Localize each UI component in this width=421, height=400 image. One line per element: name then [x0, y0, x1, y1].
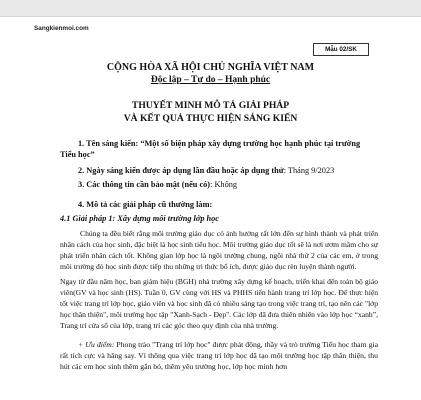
item-1	[60, 138, 378, 160]
national-motto: Độc lập – Tự do – Hạnh phúc	[150, 75, 271, 85]
item-3-label: 3. Các thông tin cần bảo mật (nếu có)	[78, 180, 211, 189]
paragraph-1: Chúng ta đều biết rằng môi trường giáo dục có ảnh hưởng rất lớn đến sự hình thành và phát triển nhân cách của học sinh, đặc biệt là học sinh tiểu học. Môi trường giáo dục tốt sẽ là nơi ươm mầm cho sự phát triển nhân cách tốt. Không gian lớp học là ngôi trường chung, ngôi nhà thứ 2 của các em, ở trong môi trường đó học sinh được tiếp thu những tri thức bổ ích, được giáo dục rèn luyện thành người.	[60, 229, 378, 272]
document-page	[0, 16, 421, 400]
item-2-label: 2. Ngày sáng kiến được áp dụng lần đầu hoặc áp dụng thử	[78, 166, 284, 175]
doc-title-line2: VÀ KẾT QUẢ THỰC HIỆN SÁNG KIẾN	[123, 113, 298, 124]
advantage-body: Phong trào "Trang trí lớp học" được phát động, thầy và trò trường Tiểu học tham gia rất tích cực và hăng say. Vì thông qua việc trang trí lớp học đã tạo môi trường học tập thân thiện, thu hút các em học sinh thêm gắn bó, thêm yêu trường học, lớp học mình hơn	[60, 340, 378, 372]
form-code-box: Mẫu 02/SK	[313, 43, 369, 56]
national-title: CỘNG HÒA XÃ HỘI CHỦ NGHĨA VIỆT NAM	[106, 62, 315, 73]
advantage-lead: + Ưu điểm:	[78, 340, 117, 349]
item-1-label: 1. Tên sáng kiến:	[78, 139, 141, 148]
doc-title-line1: THUYẾT MINH MÔ TẢ GIẢI PHÁP	[131, 100, 290, 111]
item-2	[60, 165, 378, 176]
viewer-toolbar	[0, 0, 421, 17]
subsection-heading: 4.1 Giải pháp 1: Xây dựng môi trường lớp học	[60, 214, 219, 223]
item-2-value: : Tháng 9/2023	[283, 166, 335, 175]
item-1-value: “Một số biện pháp xây dựng trường học hạnh phúc tại trường Tiểu học”	[60, 139, 361, 160]
item-3-value: : Không	[210, 180, 238, 189]
site-watermark: Sangkienmoi.com	[34, 25, 89, 32]
item-3	[60, 179, 378, 190]
paragraph-2: Ngay từ đầu năm học, ban giám hiệu (BGH) nhà trường xây dựng kế hoạch, triển khai đến toàn bộ giáo viên(GV và học sinh (HS). Tuần 0, GV cùng với HS và PHHS tiến hành trang trí lớp học. Để thực hiện tốt việc trang trí lớp học, giáo viên và học sinh đã có nhiều sáng tạo trong việc trang trí, tạo nên các "lớp học thân thiện", môi trường học tập "Xanh-Sạch - Đẹp". Các lớp đã đưa thiên nhiên vào lớp học “xanh”, Trang trí cửa sổ của lớp, trang trí các góc theo quy định của nhà trường.	[60, 277, 378, 331]
paragraph-3	[60, 339, 378, 373]
item-4: 4. Mô tả các giải pháp cũ thường làm:	[78, 200, 213, 209]
